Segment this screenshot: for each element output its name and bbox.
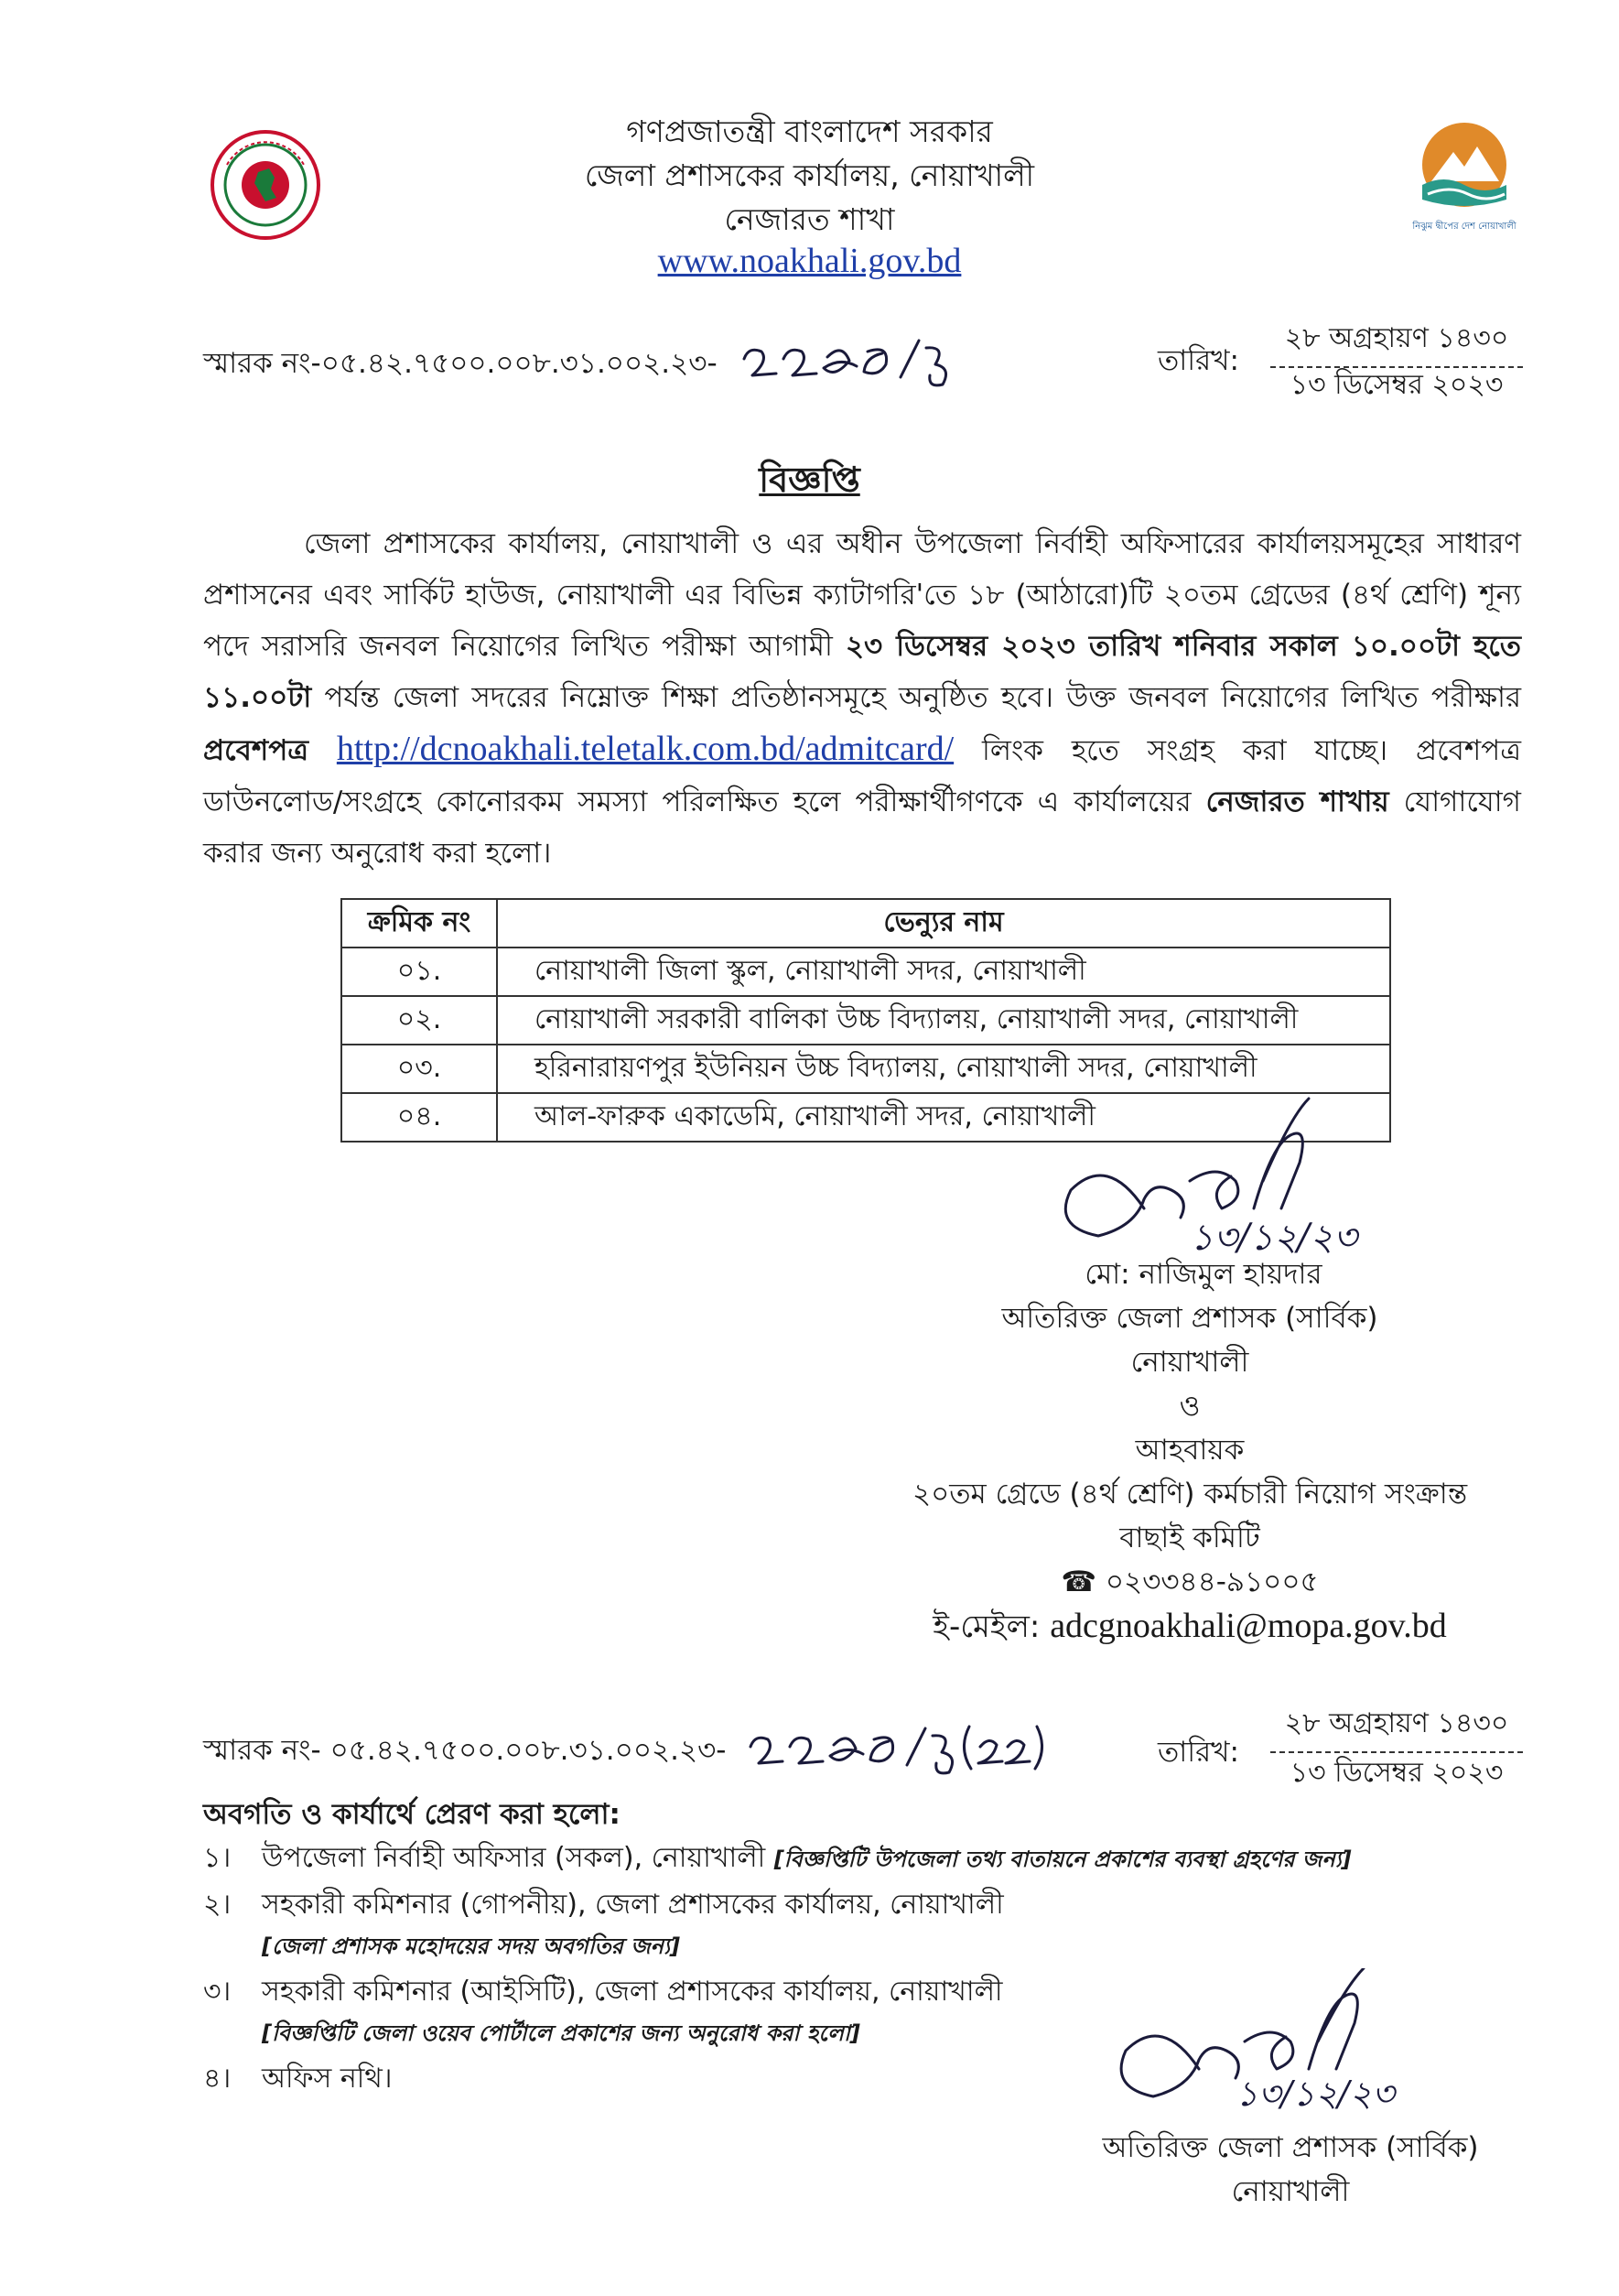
body-text-4: যোগাযোগ করার জন্য অনুরোধ করা হলো। [203,785,1521,870]
handwritten-memo-number [739,320,959,394]
phone-line [851,1560,1528,1604]
memo-number-label: স্মারক নং-০৫.৪২.৭৫০০.০০৮.৩১.০০২.২৩- [203,347,718,380]
signatory2-district: নোয়াখালী [1231,2175,1350,2208]
list-item-note [203,1925,1484,1966]
venue-cell: নোয়াখালী সরকারী বালিকা উচ্চ বিদ্যালয়, নোয়াখালী সদর, নোয়াখালী [497,996,1390,1045]
phone-icon: ☎ [1061,1565,1097,1598]
notice-body [203,518,1521,879]
body-text-1: জেলা প্রশাসকের কার্যালয়, নোয়াখালী ও এর অধীন উপজেলা নির্বাহী অফিসারের কার্যালয়সমূহের সাধারণ প্রশাসনের এবং সার্কিট হাউজ, নোয়াখালী এর বিভিন্ন ক্যাটাগরি'তে ১৮ (আঠারো)টি ২০তম গ্রেডের (৪র্থ শ্রেণি) শূন্য পদে সরাসরি জনবল নিয়োগের লিখিত পরীক্ষা আগামী [203,527,1521,663]
date-bangla: ২৮ অগ্রহায়ণ ১৪৩০ [1270,316,1523,368]
handwritten-date: ১৩/১২/২৩ [1190,1217,1357,1259]
date-gregorian: ১৩ ডিসেম্বর ২০২৩ [1290,369,1504,401]
exam-datetime: ২৩ ডিসেম্বর ২০২৩ তারিখ শনিবার সকাল ১০.০০টা হতে ১১.০০টা [203,630,1522,714]
memo2-date-label: তারিখ: [1158,1736,1239,1769]
col-header-serial: ক্রমিক নং [341,899,497,948]
item-text: সহকারী কমিশনার (গোপনীয়), জেলা প্রশাসকের কার্যালয়, নোয়াখালী [262,1889,1004,1921]
item-text: সহকারী কমিশনার (আইসিটি), জেলা প্রশাসকের কার্যালয়, নোয়াখালী [262,1976,1003,2008]
venue-cell: আল-ফারুক একাডেমি, নোয়াখালী সদর, নোয়াখালী [497,1093,1390,1142]
logo-caption: নিঝুম দ্বীপের দেশ নোয়াখালী [1412,222,1516,232]
item-text: উপজেলা নির্বাহী অফিসার (সকল), নোয়াখালী [262,1842,766,1874]
memo2-date-gregorian: ১৩ ডিসেম্বর ২০২৩ [1290,1757,1504,1789]
item-text: অফিস নথি। [262,2063,393,2095]
serial-cell: ০৩. [341,1045,497,1093]
notice-title: বিজ্ঞপ্তি [759,460,860,500]
handwritten-signature-2 [1098,1968,1501,2142]
conjunction: ও [1179,1390,1201,1423]
list-item [203,1838,1484,1879]
item-number: ২। [203,1889,232,1921]
admit-card-word: প্রবেশপত্র [203,734,309,767]
email-label: ই-মেইল: [933,1608,1041,1645]
memo2-date-bangla: ২৮ অগ্রহায়ণ ১৪৩০ [1270,1701,1523,1753]
item-note: [বিজ্ঞপ্তিটি উপজেলা তথ্য বাতায়নে প্রকাশের ব্যবস্থা গ্রহণের জন্য] [773,1847,1352,1872]
header-section: নেজারত শাখা [724,201,895,237]
list-item [203,1885,1484,1925]
committee-line-2: বাছাই কমিটি [1119,1522,1260,1554]
signatory2-designation: অতিরিক্ত জেলা প্রশাসক (সার্বিক) [1102,2131,1479,2164]
distribution-heading: অবগতি ও কার্যার্থে প্রেরণ করা হলো: [203,1798,621,1831]
memo2-number-label: স্মারক নং- ০৫.৪২.৭৫০০.০০৮.৩১.০০২.২৩- [203,1734,727,1767]
serial-cell: ০১. [341,948,497,996]
website-link[interactable]: www.noakhali.gov.bd [657,242,962,280]
header-office: জেলা প্রশাসকের কার্যালয়, নোয়াখালী [584,157,1035,193]
email-line [851,1604,1528,1649]
handwritten-date-2: ১৩/১২/২৩ [1236,2074,1395,2114]
handwritten-memo2-number [746,1708,1057,1782]
signatory-block [851,1252,1528,1649]
serial-cell: ০২. [341,996,497,1045]
item-note: [বিজ্ঞপ্তিটি জেলা ওয়েব পোর্টালে প্রকাশের জন্য অনুরোধ করা হলো] [262,2020,860,2046]
item-number: ৩। [203,1976,232,2008]
item-note: [জেলা প্রশাসক মহোদয়ের সদয় অবগতির জন্য] [262,1933,680,1959]
table-row [341,948,1390,996]
signatory2-block [1062,2126,1519,2214]
email-address: adcgnoakhali@mopa.gov.bd [1050,1607,1447,1645]
admit-card-link[interactable]: http://dcnoakhali.teletalk.com.bd/admitcard/ [336,730,955,768]
table-row [341,996,1390,1045]
table-header-row [341,899,1390,948]
serial-cell: ০৪. [341,1093,497,1142]
col-header-venue: ভেন্যুর নাম [497,899,1390,948]
signatory-role: আহবায়ক [1135,1434,1245,1467]
committee-line-1: ২০তম গ্রেডে (৪র্থ শ্রেণি) কর্মচারী নিয়োগ সংক্রান্ত [912,1478,1468,1511]
table-row [341,1045,1390,1093]
venue-cell: নোয়াখালী জিলা স্কুল, নোয়াখালী সদর, নোয়াখালী [497,948,1390,996]
venue-cell: হরিনারায়ণপুর ইউনিয়ন উচ্চ বিদ্যালয়, নোয়াখালী সদর, নোয়াখালী [497,1045,1390,1093]
signatory-designation: অতিরিক্ত জেলা প্রশাসক (সার্বিক) [1001,1302,1378,1335]
item-number: ৪। [203,2063,232,2095]
phone-number: ০২৩৩৪৪-৯১০০৫ [1105,1565,1319,1598]
body-text-2: পর্যন্ত জেলা সদরের নিম্নোক্ত শিক্ষা প্রতিষ্ঠানসমূহে অনুষ্ঠিত হবে। উক্ত জনবল নিয়োগের লিখিত পরীক্ষার [311,681,1521,714]
signatory-district: নোয়াখালী [1130,1346,1249,1379]
item-number: ১। [203,1842,232,1874]
body-text-3: লিংক হতে সংগ্রহ করা যাচ্ছে। প্রবেশপত্র ডাউনলোড/সংগ্রহে কোনোরকম সমস্যা পরিলক্ষিত হলে পরীক্ষার্থীগণকে এ কার্যালয়ের [203,734,1521,818]
nezarat-section: নেজারত শাখায় [1205,785,1389,818]
signatory-name: মো: নাজিমুল হায়দার [1085,1258,1322,1291]
date-label: তারিখ: [1158,344,1239,377]
header-government: গণপ্রজাতন্ত্রী বাংলাদেশ সরকার [626,114,993,149]
